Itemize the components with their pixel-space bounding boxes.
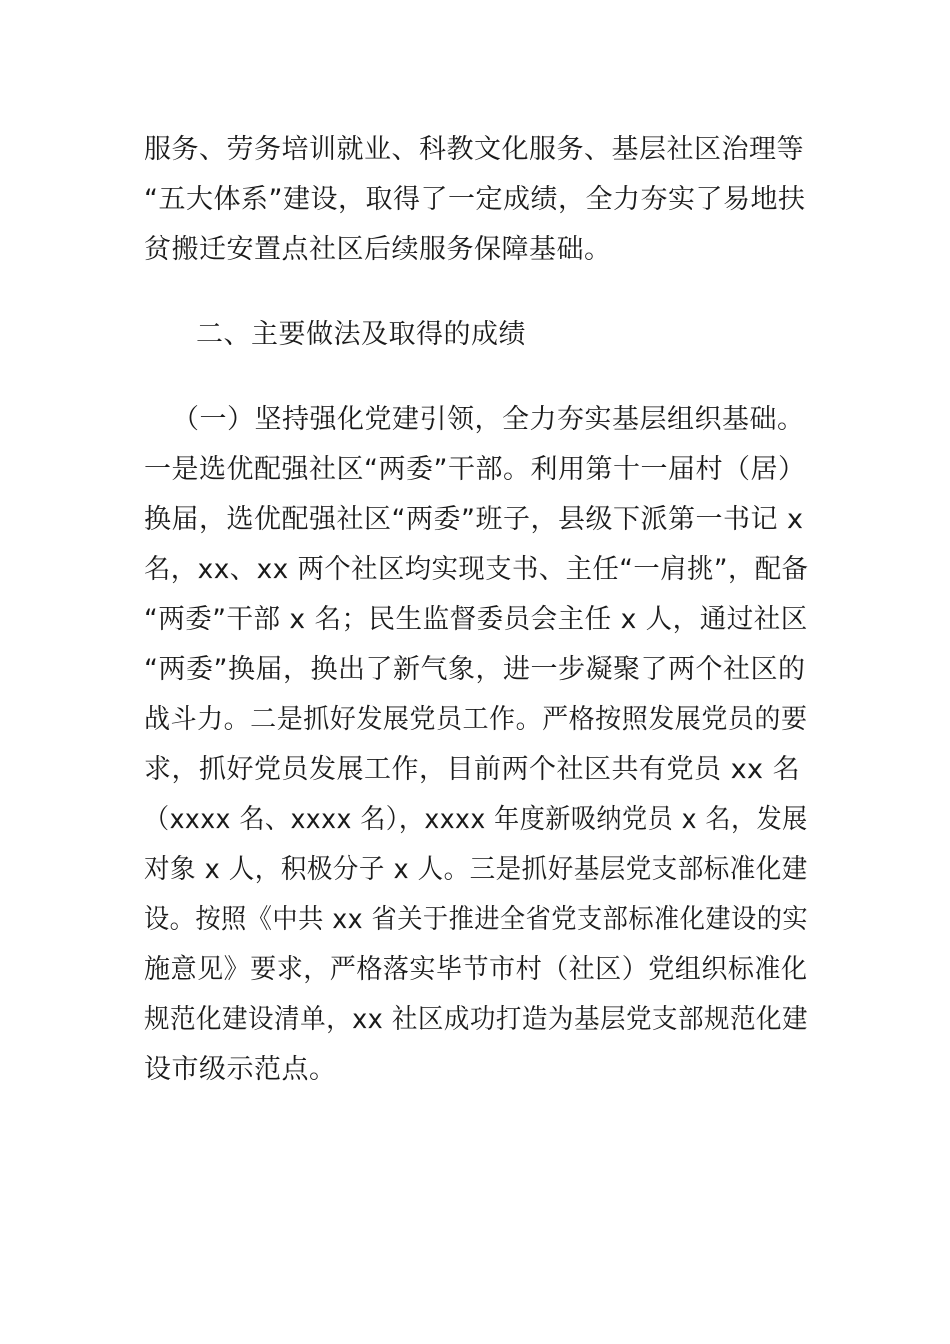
paragraph-2-line-12: 施意见》要求，严格落实毕节市村（社区）党组织标准化 <box>144 954 808 985</box>
paragraph-2-line-9: （xxxx 名、xxxx 名），xxxx 年度新吸纳党员 x 名，发展 <box>144 804 808 835</box>
paragraph-2-line-3: 换届，选优配强社区“两委”班子，县级下派第一书记 x <box>144 504 804 535</box>
section-heading: 二、主要做法及取得的成绩 <box>196 319 526 350</box>
paragraph-2-line-8: 求，抓好党员发展工作，目前两个社区共有党员 xx 名 <box>144 754 801 785</box>
paragraph-2-line-10: 对象 x 人，积极分子 x 人。三是抓好基层党支部标准化建 <box>144 854 808 885</box>
paragraph-2-line-1: （一）坚持强化党建引领，全力夯实基层组织基础。 <box>172 404 805 435</box>
paragraph-2-line-2: 一是选优配强社区“两委”干部。利用第十一届村（居） <box>144 454 806 485</box>
paragraph-2-line-7: 战斗力。二是抓好发展党员工作。严格按照发展党员的要 <box>144 704 808 735</box>
paragraph-1-line-1: 服务、劳务培训就业、科教文化服务、基层社区治理等 <box>144 134 804 165</box>
paragraph-2-line-4: 名，xx、xx 两个社区均实现支书、主任“一肩挑”，配备 <box>144 554 809 585</box>
paragraph-2-line-13: 规范化建设清单，xx 社区成功打造为基层党支部规范化建 <box>144 1004 809 1035</box>
paragraph-1-line-3: 贫搬迁安置点社区后续服务保障基础。 <box>144 234 612 265</box>
paragraph-2-line-14: 设市级示范点。 <box>144 1054 337 1085</box>
paragraph-2-line-5: “两委”干部 x 名；民生监督委员会主任 x 人，通过社区 <box>144 604 808 635</box>
paragraph-2-line-11: 设。按照《中共 xx 省关于推进全省党支部标准化建设的实 <box>144 904 809 935</box>
paragraph-2-line-6: “两委”换届，换出了新气象，进一步凝聚了两个社区的 <box>144 654 806 685</box>
paragraph-1-line-2: “五大体系”建设，取得了一定成绩，全力夯实了易地扶 <box>144 184 806 215</box>
